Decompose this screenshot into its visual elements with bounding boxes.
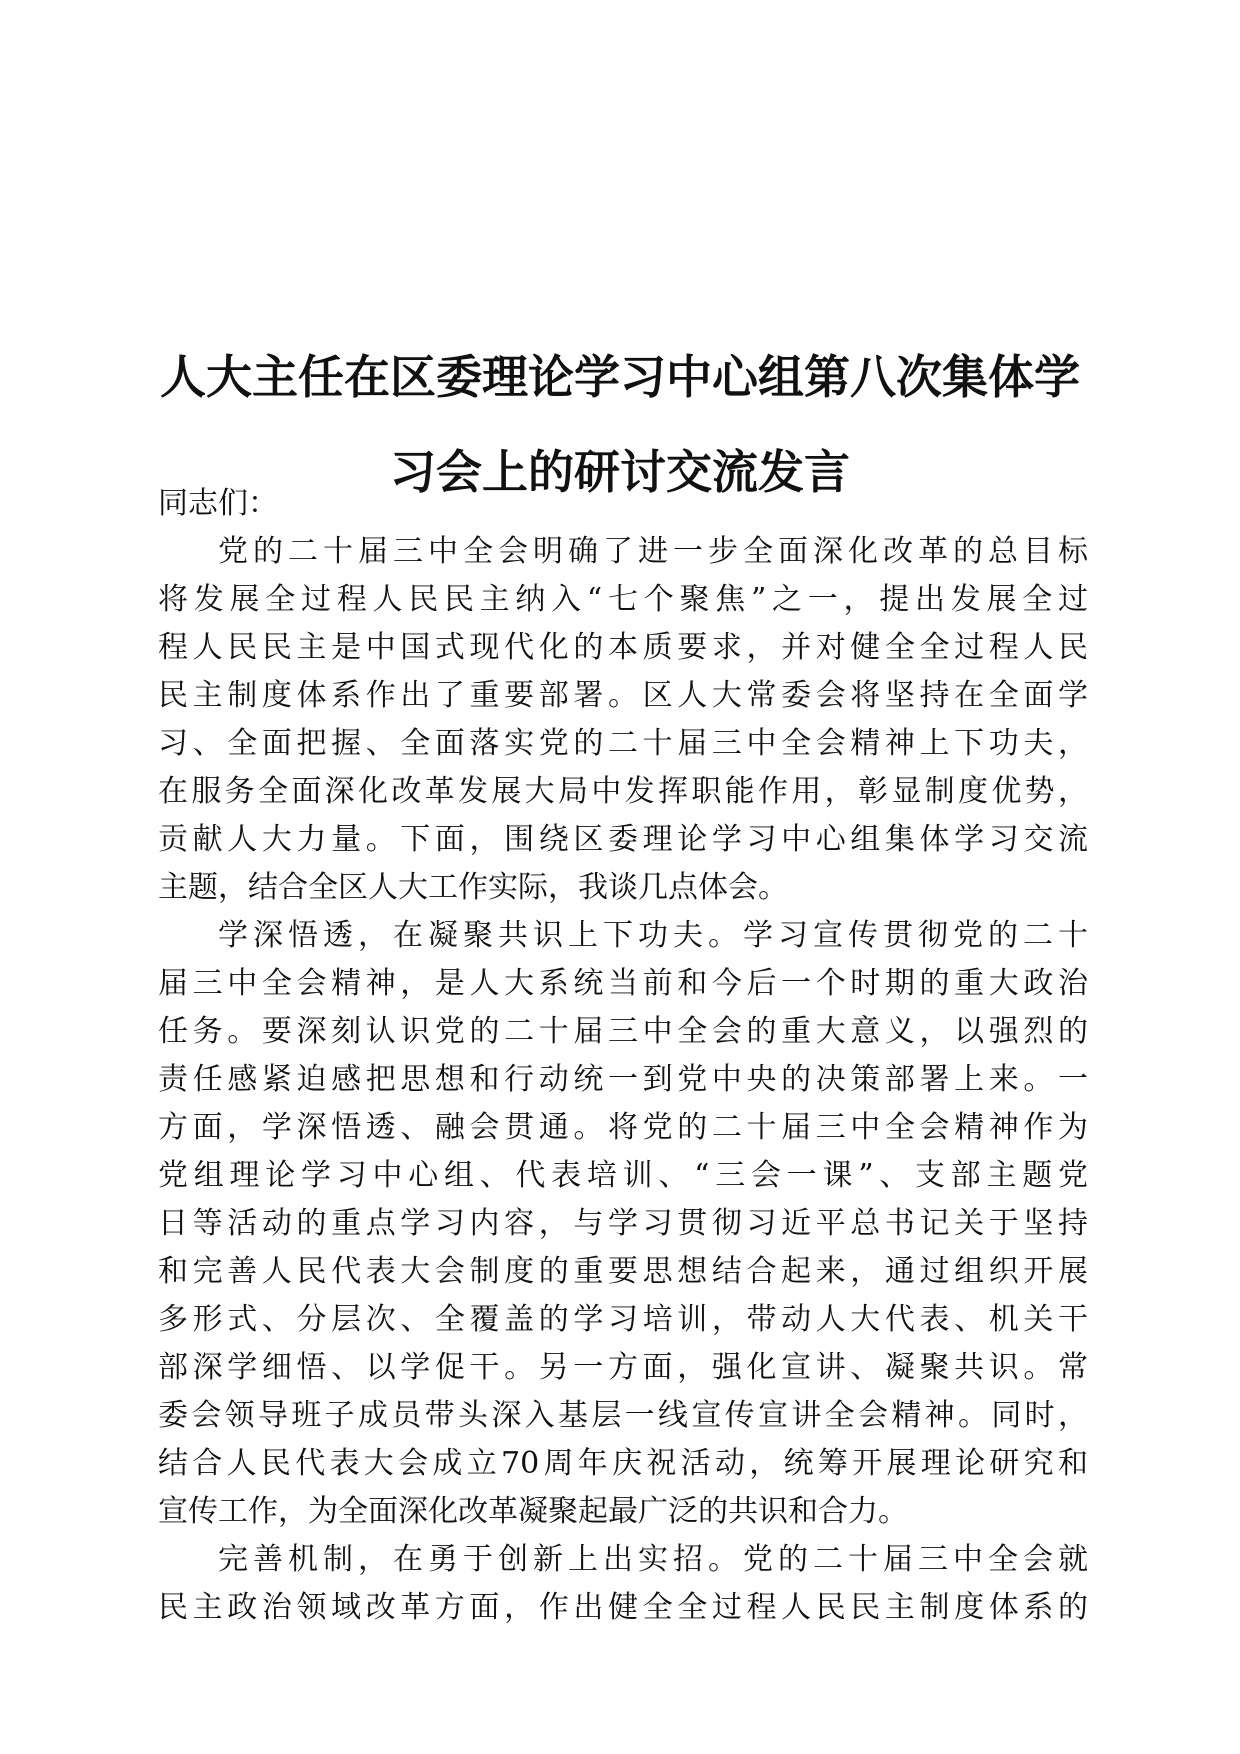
title-line: 习会上的研讨交流发言 — [390, 445, 850, 499]
text-line: 在服务全面深化改革发展大局中发挥职能作用，彰显制度优势， — [158, 774, 1088, 809]
text-line: 委会领导班子成员带头深入基层一线宣传宣讲全会精神。同时， — [158, 1398, 1088, 1433]
text-line: 多形式、分层次、全覆盖的学习培训，带动人大代表、机关干 — [158, 1302, 1088, 1337]
paragraph-3 — [158, 1536, 1088, 1632]
text-line: 党的二十届三中全会明确了进一步全面深化改革的总目标 — [218, 534, 1088, 569]
text-line: 责任感紧迫感把思想和行动统一到党中央的决策部署上来。一 — [158, 1062, 1088, 1097]
text-line: 程人民民主是中国式现代化的本质要求，并对健全全过程人民 — [158, 630, 1088, 665]
paragraph-1 — [158, 528, 1088, 912]
text-line: 和完善人民代表大会制度的重要思想结合起来，通过组织开展 — [158, 1254, 1088, 1289]
text-line: 将发展全过程人民民主纳入“七个聚焦”之一，提出发展全过 — [158, 582, 1088, 617]
text-line: 民主制度体系作出了重要部署。区人大常委会将坚持在全面学 — [158, 678, 1088, 713]
text-line: 结合人民代表大会成立70周年庆祝活动，统筹开展理论研究和 — [158, 1446, 1088, 1481]
paragraph-2 — [158, 912, 1088, 1536]
text-line: 党组理论学习中心组、代表培训、“三会一课”、支部主题党 — [158, 1158, 1088, 1193]
text-line: 届三中全会精神，是人大系统当前和今后一个时期的重大政治 — [158, 966, 1088, 1001]
text-line: 任务。要深刻认识党的二十届三中全会的重大意义，以强烈的 — [158, 1014, 1088, 1049]
text-line: 日等活动的重点学习内容，与学习贯彻习近平总书记关于坚持 — [158, 1206, 1088, 1241]
text-line: 宣传工作，为全面深化改革凝聚起最广泛的共识和合力。 — [158, 1494, 908, 1529]
text-line: 学深悟透，在凝聚共识上下功夫。学习宣传贯彻党的二十 — [218, 918, 1088, 953]
text-line: 习、全面把握、全面落实党的二十届三中全会精神上下功夫， — [158, 726, 1088, 761]
text-line: 贡献人大力量。下面，围绕区委理论学习中心组集体学习交流 — [158, 822, 1088, 857]
text-line: 部深学细悟、以学促干。另一方面，强化宣讲、凝聚共识。常 — [158, 1350, 1088, 1385]
text-line: 方面，学深悟透、融会贯通。将党的二十届三中全会精神作为 — [158, 1110, 1088, 1145]
salutation: 同志们： — [158, 486, 278, 521]
title-line: 人大主任在区委理论学习中心组第八次集体学 — [160, 350, 1080, 404]
text-line: 主题，结合全区人大工作实际，我谈几点体会。 — [158, 870, 788, 905]
document-body — [158, 480, 1088, 1632]
text-line: 民主政治领域改革方面，作出健全全过程人民民主制度体系的 — [158, 1590, 1088, 1625]
text-line: 完善机制，在勇于创新上出实招。党的二十届三中全会就 — [218, 1542, 1088, 1577]
